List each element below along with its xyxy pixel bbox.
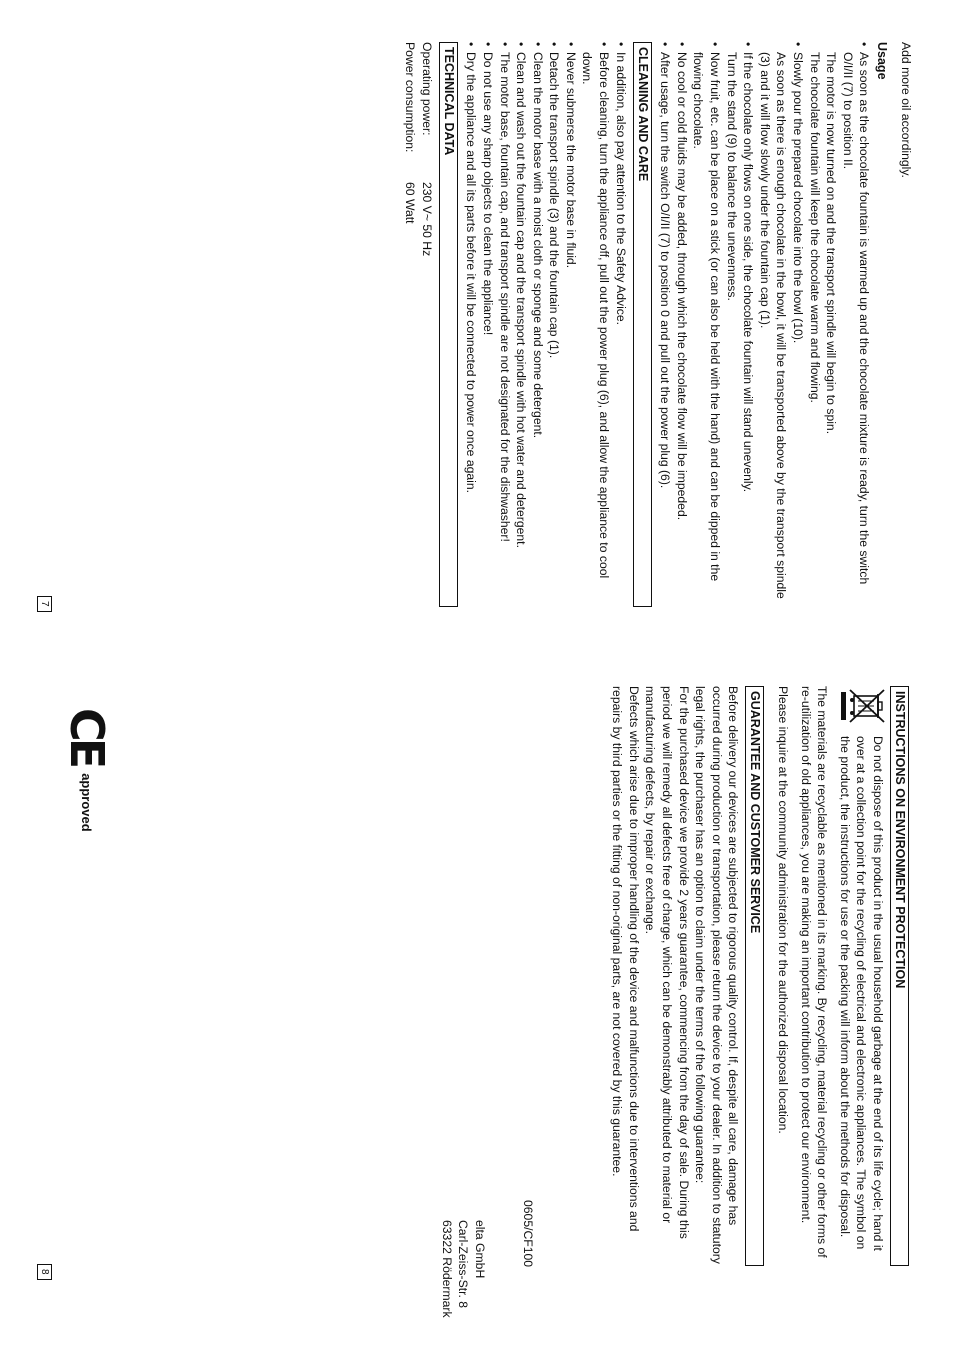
page-number-7: 7 xyxy=(37,596,52,612)
cleaning-item: • Before cleaning, turn the appliance off, pull out the power plug (6), and allow the appliance to cool down. xyxy=(579,42,612,607)
tech-label: Power consumption: xyxy=(403,42,418,153)
guarantee-text-1: Before delivery our devices are subjected to rigorous quality control. If, despite all care, damage has occurred during production or transportation, please return the device to your dealer. In addition to statutory legal rights, the purchaser has an option to claim under the terms of the following guarantee: xyxy=(693,686,741,1264)
cleaning-heading: CLEANING AND CARE xyxy=(633,42,652,607)
usage-item: • Slowly pour the prepared chocolate into the bowl (10). xyxy=(789,42,806,607)
usage-item: Turn the stand (9) to balance the unevenness. xyxy=(724,52,739,301)
cleaning-item: • In addition, also pay attention to the Safety Advice. xyxy=(612,42,629,607)
usage-item: The chocolate fountain will keep the chocolate warm and flowing. xyxy=(807,52,822,403)
weee-block xyxy=(836,686,886,1266)
ce-approved-label: approved xyxy=(79,773,95,832)
cleaning-item: • Detach the transport spindle (3) and the fountain cap (1). xyxy=(546,42,563,607)
page-number-8: 8 xyxy=(37,1264,52,1280)
guarantee-heading: GUARANTEE AND CUSTOMER SERVICE xyxy=(745,686,764,1266)
tech-value: 60 Watt xyxy=(403,182,418,224)
cleaning-item: • The motor base, fountain cap, and transport spindle are not designated for the dishwasher! xyxy=(496,42,513,607)
env-inquire-text: Please inquire at the community administration for the authorized disposal location. xyxy=(776,686,791,1134)
environment-heading: INSTRUCTIONS ON ENVIRONMENT PROTECTION xyxy=(890,686,909,1266)
cleaning-item: • Do not use any sharp objects to clean the appliance! xyxy=(479,42,496,607)
cleaning-item: • Dry the appliance and all its parts before it will be connected to power once again. xyxy=(463,42,480,607)
weee-text: Do not dispose of this product in the usual household garbage at the end of its life cycle; hand it over at a collection point for the recycling of electrical and electronic appliances. The symbol on the product, the instructions for use or the packing will inform about the methods for disposal. xyxy=(837,736,885,1251)
usage-item: • If the chocolate only flows on one side, the chocolate fountain will stand unevenly. xyxy=(740,42,757,607)
usage-item: The motor is now turned on and the transport spindle will begin to spin. xyxy=(824,52,839,435)
usage-heading: Usage xyxy=(875,42,890,80)
guarantee-text-3: Defects which arise due to improper handling of the device and malfunctions due to interventions and repairs by third parties or the fitting of non-original parts, are not covered by this guarantee. xyxy=(610,686,641,1232)
technical-data-heading: TECHNICAL DATA xyxy=(439,42,458,607)
usage-item: As soon as there is enough chocolate in the bowl, it will be transported above by the transport spindle (3) and it will flow slowly under the fountain cap (1). xyxy=(757,52,789,599)
page-7 xyxy=(402,42,914,607)
cleaning-item: • Clean the motor base with a moist cloth or sponge and some detergent. xyxy=(529,42,546,607)
crossed-bin-icon xyxy=(836,686,886,726)
usage-item: • As soon as the chocolate fountain is warmed up and the chocolate mixture is ready, turn the switch O/I/II (7) to position II. xyxy=(839,42,872,607)
intro-text: Add more oil accordingly. xyxy=(899,42,913,178)
doc-code: 0605/CF100 xyxy=(521,1200,535,1268)
cleaning-list xyxy=(463,42,629,607)
usage-item: • After usage, turn the switch O/I/II (7) to position 0 and pull out the power plug (6). xyxy=(657,42,674,607)
cleaning-item: • Clean and wash out the fountain cap and the transport spindle with hot water and detergent. xyxy=(513,42,530,607)
ce-mark-icon: CE xyxy=(60,708,114,766)
guarantee-text-2: For the purchased device we provide 2 years guarantee, commencing from the day of sale. During this period we will remedy all defects free of charge, which can be demonstrably attributed to material or manufacturing defects, by repair or exchange. xyxy=(643,686,691,1239)
page-8 xyxy=(609,686,914,1266)
tech-value: 230 V~ 50 Hz xyxy=(419,182,434,257)
company-city: 63322 Rödermark xyxy=(439,1220,454,1318)
tech-label: Operating power: xyxy=(419,42,434,136)
cleaning-item: • Never submerse the motor base in fluid. xyxy=(562,42,579,607)
env-recycle-text: The materials are recyclable as mentioned in its marking. By recycling, material recycling or other forms of re-utilization of old appliances, you are making an important contribution to protect our environment. xyxy=(798,686,830,1258)
usage-item: • No cool or cold fluids may be added, through which the chocolate flow will be impeded. xyxy=(673,42,690,607)
tech-row xyxy=(418,42,435,607)
company-name: elta GmbH xyxy=(473,1220,487,1279)
tech-row xyxy=(402,42,419,607)
ce-approval xyxy=(60,708,114,832)
usage-list xyxy=(657,42,873,607)
company-address xyxy=(438,1220,488,1318)
technical-data-table xyxy=(402,42,435,607)
usage-item: • Now fruit, etc. can be place on a stick (or can also be held with the hand) and can be dipped in the flowing chocolate. xyxy=(690,42,723,607)
company-street: Carl-Zeiss-Str. 8 xyxy=(456,1220,471,1309)
